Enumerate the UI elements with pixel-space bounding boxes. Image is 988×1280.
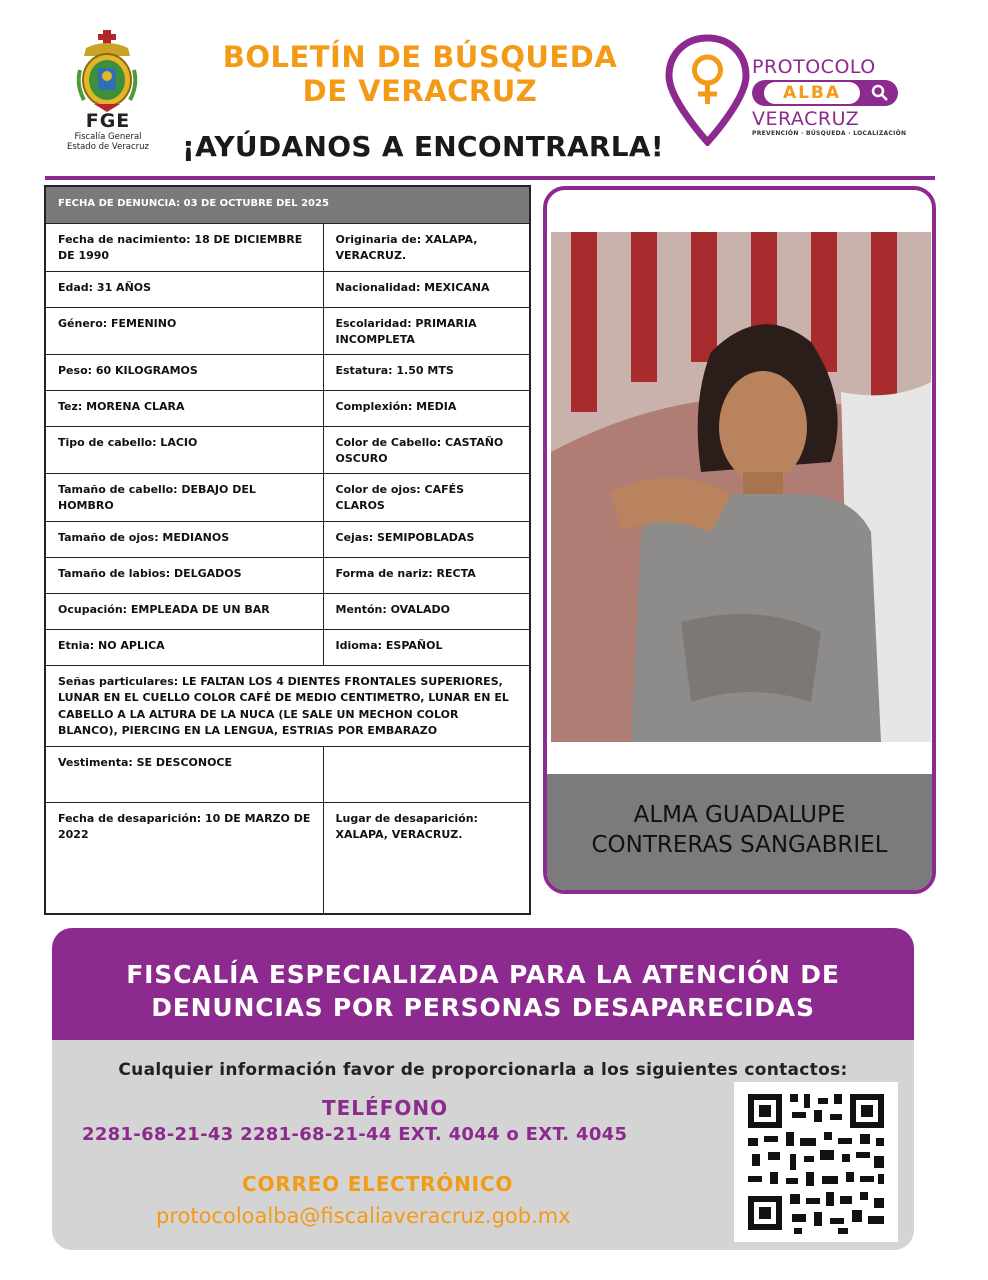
agency-abbr: FGE <box>85 110 131 132</box>
eyebrows-cell: Cejas: SEMIPOBLADAS <box>323 521 530 557</box>
contact-lead: Cualquier información favor de proporcionarla a los siguientes contactos: <box>118 1060 848 1080</box>
email-address[interactable]: protocoloalba@fiscaliaveracruz.gob.mx <box>156 1204 571 1228</box>
person-card <box>543 186 936 894</box>
agency-label <box>60 110 156 152</box>
skin-tone-cell: Tez: MORENA CLARA <box>45 390 323 426</box>
tagline: ¡AYÚDANOS A ENCONTRARLA! <box>182 130 664 163</box>
unit-name-line1: FISCALÍA ESPECIALIZADA PARA LA ATENCIÓN DE <box>126 960 840 989</box>
person-name-line2: CONTRERAS SANGABRIEL <box>591 832 888 858</box>
weight-cell: Peso: 60 KILOGRAMOS <box>45 354 323 390</box>
distinguishing-marks-cell: Señas particulares: LE FALTAN LOS 4 DIENTES FRONTALES SUPERIORES, LUNAR EN EL CUELLO COLOR CAFÉ DE MEDIO CENTIMETRO, LUNAR EN EL CABELLO A LA ALTURA DE LA NUCA (LE SALE UN MECHON COLOR BLANCO), PIERCING EN LA LENGUA, ESTRIAS POR EMBARAZO <box>45 665 530 746</box>
person-name-line1: ALMA GUADALUPE <box>633 802 846 828</box>
protocol-motto: PREVENCIÓN · BÚSQUEDA · LOCALIZACIÓN <box>752 130 907 137</box>
unit-banner <box>52 928 914 1040</box>
person-name-box <box>547 774 932 894</box>
disappearance-date-cell: Fecha de desaparición: 10 DE MARZO DE 2022 <box>45 802 323 914</box>
agency-name-line1: Fiscalía General <box>74 132 142 142</box>
header-divider <box>45 176 935 180</box>
schooling-cell: Escolaridad: PRIMARIA INCOMPLETA <box>323 307 530 354</box>
clothing-cell: Vestimenta: SE DESCONOCE <box>45 746 323 802</box>
chin-cell: Mentón: OVALADO <box>323 593 530 629</box>
empty-cell <box>323 746 530 802</box>
bulletin-title-line2: DE VERACRUZ <box>302 74 538 108</box>
veracruz-crest-icon <box>74 30 140 112</box>
protocolo-alba-logo <box>752 56 912 137</box>
gender-cell: Género: FEMENINO <box>45 307 323 354</box>
unit-name <box>52 958 914 1024</box>
agency-name-line2: Estado de Veracruz <box>66 142 150 152</box>
lip-size-cell: Tamaño de labios: DELGADOS <box>45 557 323 593</box>
birth-date-cell: Fecha de nacimiento: 18 DE DICIEMBRE DE 1990 <box>45 223 323 271</box>
nose-shape-cell: Forma de nariz: RECTA <box>323 557 530 593</box>
origin-cell: Originaria de: XALAPA, VERACRUZ. <box>323 223 530 271</box>
build-cell: Complexión: MEDIA <box>323 390 530 426</box>
height-cell: Estatura: 1.50 MTS <box>323 354 530 390</box>
protocol-line1: PROTOCOLO <box>752 56 876 78</box>
person-details-table <box>44 185 531 915</box>
alba-bar <box>752 80 898 106</box>
ethnicity-cell: Etnia: NO APLICA <box>45 629 323 665</box>
person-photo <box>551 232 931 742</box>
unit-name-line2: DENUNCIAS POR PERSONAS DESAPARECIDAS <box>151 993 815 1022</box>
contact-panel <box>52 1040 914 1250</box>
bulletin-title <box>170 40 670 108</box>
age-cell: Edad: 31 AÑOS <box>45 271 323 307</box>
location-pin-female-icon <box>665 34 750 146</box>
phone-heading: TELÉFONO <box>322 1096 449 1120</box>
language-cell: Idioma: ESPAÑOL <box>323 629 530 665</box>
disappearance-place-cell: Lugar de desaparición: XALAPA, VERACRUZ. <box>323 802 530 914</box>
occupation-cell: Ocupación: EMPLEADA DE UN BAR <box>45 593 323 629</box>
hair-color-cell: Color de Cabello: CASTAÑO OSCURO <box>323 426 530 473</box>
hair-type-cell: Tipo de cabello: LACIO <box>45 426 323 473</box>
bulletin-title-line1: BOLETÍN DE BÚSQUEDA <box>222 40 618 74</box>
eye-color-cell: Color de ojos: CAFÉS CLAROS <box>323 473 530 521</box>
phone-numbers[interactable]: 2281-68-21-43 2281-68-21-44 EXT. 4044 o EXT. 4045 <box>82 1124 628 1145</box>
report-date: FECHA DE DENUNCIA: 03 DE OCTUBRE DEL 2025 <box>45 186 530 223</box>
magnifier-icon <box>870 83 890 103</box>
eye-size-cell: Tamaño de ojos: MEDIANOS <box>45 521 323 557</box>
nationality-cell: Nacionalidad: MEXICANA <box>323 271 530 307</box>
protocol-line3: VERACRUZ <box>752 108 860 130</box>
qr-code-icon[interactable] <box>734 1082 898 1242</box>
hair-length-cell: Tamaño de cabello: DEBAJO DEL HOMBRO <box>45 473 323 521</box>
person-name <box>547 800 932 860</box>
email-heading: CORREO ELECTRÓNICO <box>242 1172 514 1196</box>
protocol-line2: ALBA <box>764 82 860 104</box>
